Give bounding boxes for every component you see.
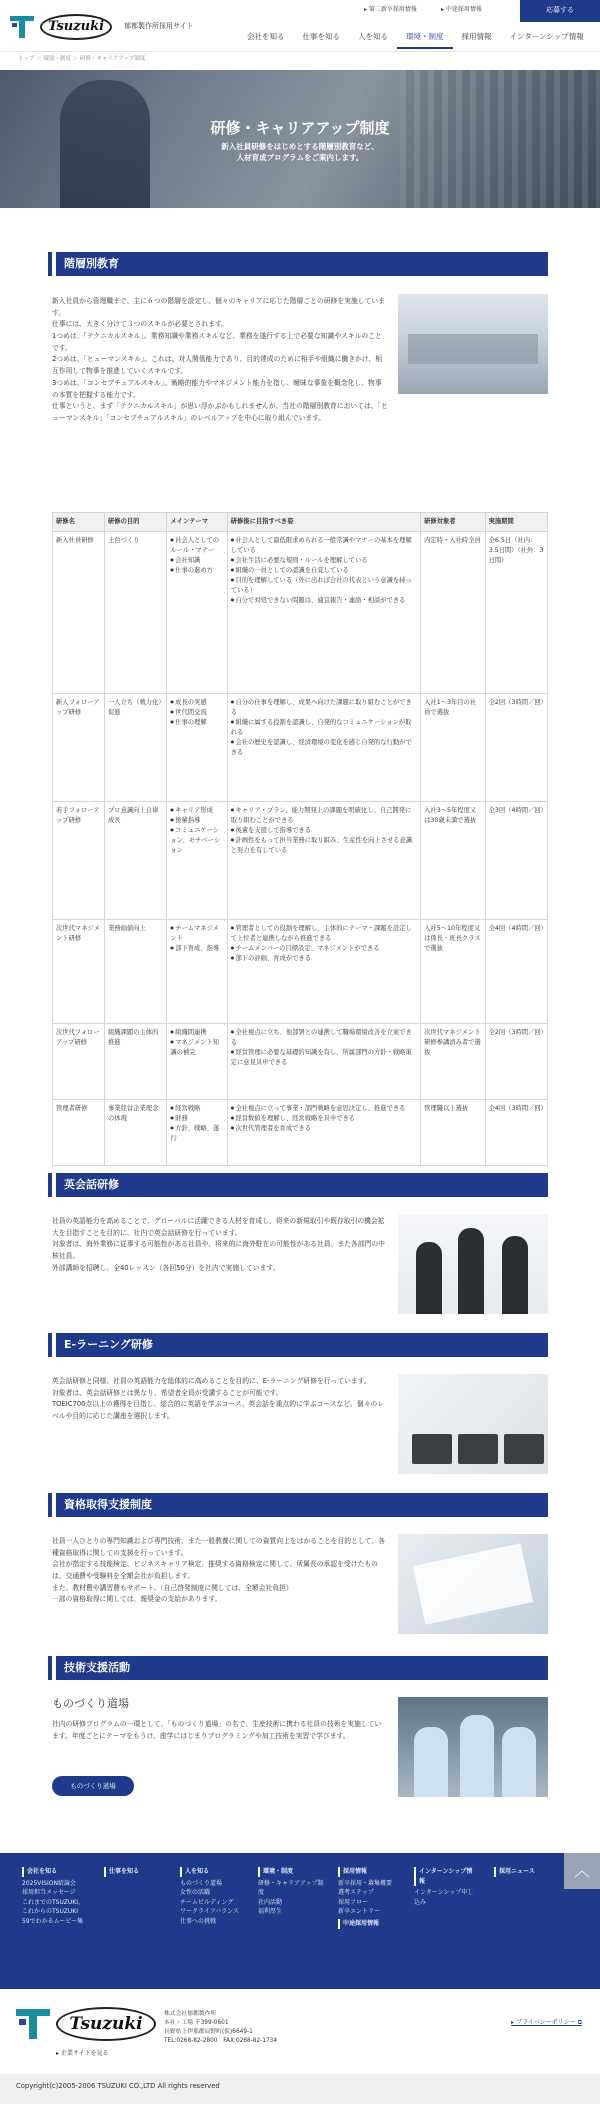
goal-item: ● 自分の仕事を理解し、成果へ向けた課題に取り組むことができる	[231, 698, 417, 718]
footer-link[interactable]: 選考ステップ	[338, 1889, 374, 1897]
cell-themes	[167, 1100, 227, 1166]
th-purpose: 研修の目的	[104, 513, 166, 532]
footer-head-recruit[interactable]: 採用情報	[338, 1867, 400, 1877]
cell-themes	[167, 802, 227, 920]
cell-themes	[167, 532, 227, 694]
cell-period: 全2回（3時間／回）	[485, 1024, 547, 1100]
privacy-policy-link[interactable]	[511, 2019, 582, 2027]
eikaiwa-text	[52, 1216, 388, 1274]
elearning-p1: 英会話研修と同様、社員の英語能力を総体的に高めることを目的に、E-ラーニング研修を行っています。	[52, 1377, 371, 1385]
table-row	[53, 1024, 548, 1100]
footer-head-people[interactable]: 人を知る	[180, 1867, 244, 1877]
elearning-p3: TOEIC700点以上の獲得を目指し、総合的に英語を学ぶコース、英会話を重点的に学ぶコースなど、個々のレベルや目的に応じた講座を選択します。	[52, 1400, 385, 1421]
training-table	[52, 512, 548, 1166]
cell-goals	[227, 694, 420, 802]
footer-link[interactable]: ものづくり道場	[180, 1879, 223, 1887]
top-links	[364, 6, 482, 14]
theme-item: ● チームマネジメント	[170, 924, 223, 944]
cell-goals	[227, 920, 420, 1024]
site-label: 郁都製作所採用サイト	[124, 22, 194, 31]
goal-item: ● 社会人として最低限求められる一般常識やマナーの基本を理解している	[231, 536, 417, 556]
goal-item: ● 組織の一員としての認識を自覚している	[231, 566, 417, 576]
kaisou-p3: 1つめは、「テクニカルスキル」。業務知識や業務スキルなど、業務を遂行する上で必要な知識やスキルのことです。	[52, 332, 382, 352]
footer-link[interactable]: ワークライフバランス	[180, 1908, 239, 1916]
cell-target: 入社5〜10年程度又は係長・班長クラスで選抜	[421, 920, 485, 1024]
site-logo[interactable]	[10, 14, 194, 40]
nav-internship[interactable]: インターンシップ情報	[509, 32, 584, 41]
link-second-new-grad[interactable]: ▸ 第二新卒採用情報	[364, 6, 417, 14]
address-line2: 長野県上伊那郡辰野町(仮)6649-1	[164, 2028, 253, 2035]
nav-company[interactable]: 会社を知る	[247, 32, 285, 41]
company-mark-icon	[10, 16, 34, 38]
office-meeting-photo	[398, 294, 548, 394]
goal-item: ● 経営管理に必要な基礎的知識を有し、所属部門の方針・戦略策定に意見具申できる	[231, 1048, 417, 1068]
theme-item: ● マネジメント知識の補完	[170, 1038, 223, 1058]
footer-col-recruit	[338, 1867, 400, 1931]
footer-link[interactable]: 研修・キャリアアップ制度	[258, 1879, 324, 1897]
tel-fax: TEL:0268-82-2800 FAX:0268-82-1734	[164, 2037, 278, 2044]
cell-target: 入社3〜5年程度又は30歳未満で選抜	[421, 802, 485, 920]
cell-period: 全4回（3時間／回）	[485, 1100, 547, 1166]
footer-link[interactable]: 採用担当メッセージ	[22, 1889, 76, 1897]
cell-goals	[227, 802, 420, 920]
goal-item: ● 全社視点に立ち、他部署との連携して職場環境改善を立案できる	[231, 1028, 417, 1048]
th-goal: 研修後に目指すべき姿	[227, 513, 420, 532]
footer-link[interactable]: 新卒エントリー	[338, 1908, 381, 1916]
cell-target: 次世代マネジメント研修参講済み者で選抜	[421, 1024, 485, 1100]
goal-item: ● 自分で対処できない問題は、適宜報告・連絡・相談ができる	[231, 596, 417, 606]
page-title: 研修・キャリアアップ制度	[210, 119, 390, 137]
kaisou-text	[52, 296, 388, 425]
footer-link[interactable]: 仕事への挑戦	[180, 1917, 217, 1925]
eikaiwa-p2: 対象者は、海外業務に従事する可能性がある社員や、将来的に海外駐在の可能性がある社員、また各部門の中核社員。	[52, 1240, 385, 1261]
section-title-kaisou: 階層別教育	[52, 252, 548, 276]
company-name: 株式会社郁都製作所	[164, 2011, 217, 2017]
cell-name: 新入社員研修	[53, 532, 105, 694]
footer-col-work	[104, 1867, 168, 1879]
cell-goals	[227, 532, 420, 694]
theme-item: ● 成長の実感	[170, 698, 223, 708]
apply-button[interactable]: 応募する	[520, 0, 600, 22]
kaisou-p6: 仕事というと、まず「テクニカルスキル」が思い浮かぶかもしれませんが、当社の階層別教育においては、「ヒューマンスキル」「コンセプチュアルスキル」のレベルアップを中心に取り組んでいます。	[52, 402, 388, 422]
shikaku-p2: 会社が指定する技能検定、ビジネスキャリア検定、推奨する資格検定に関して、所属長の承認を受けたものは、交通費や受験料を全額会社が負担します。	[52, 1560, 378, 1581]
section-title-shikaku: 資格取得支援制度	[52, 1493, 548, 1517]
table-header-row	[53, 513, 548, 532]
goal-item: ● 会社の歴史を認識し、経済環境の変化を感じ自発的な行動ができる	[231, 738, 417, 758]
footer-link[interactable]: 採用フロー	[338, 1898, 369, 1906]
goal-item: ● 会社生活に必要な規則・ルールを理解している	[231, 556, 417, 566]
shikaku-p3: また、教材費や講習費もサポート。（自己啓発制度に関しては、全額会社負担）	[52, 1583, 293, 1592]
corporate-site-label: 企業サイトを見る	[60, 2050, 109, 2057]
hero-lead-line2: 人材育成プログラムをご案内します。	[236, 152, 364, 162]
theme-item: ● 仕事の進め方	[170, 566, 223, 576]
footer-head-news[interactable]: 採用ニュース	[494, 1867, 554, 1877]
page-top-button[interactable]	[564, 1853, 600, 1889]
cell-name: 次世代フォローアップ研修	[53, 1024, 105, 1100]
gijutsu-p1: 社内の研修プログラムの一環として、「ものづくり道場」の名で、生産技術に携わる社員の技術を実施しています。年度ごとにテーマをもうけ、座学にはじまりプログラミングや加工技術を実習で学びます。	[52, 1720, 382, 1740]
theme-item: ● 社会人としてのルール・マナー	[170, 536, 223, 556]
goal-item: ● 経営数値を理解し、経営戦略を具申できる	[231, 1114, 417, 1124]
theme-item: ● 後輩指導	[170, 816, 223, 826]
table-row	[53, 532, 548, 694]
section-title-eikaiwa: 英会話研修	[52, 1173, 548, 1197]
th-theme: メインテーマ	[167, 513, 227, 532]
chevron-up-icon: ︿	[573, 1861, 590, 1881]
elearning-text	[52, 1376, 388, 1423]
theme-item: ● 仕事の理解	[170, 718, 223, 728]
table-row	[53, 1100, 548, 1166]
cell-target: 入社1〜3年目の社員で選抜	[421, 694, 485, 802]
cell-purpose: 事業経営企業理念の体現	[104, 1100, 166, 1166]
theme-item: ● 世代間交流	[170, 708, 223, 718]
kaisou-p4: 2つめは、「ヒューマンスキル」。これは、対人関係能力であり、目的達成のために相手や組織に働きかけ、相互作用して物事を推進していくスキルです。	[52, 355, 383, 376]
th-period: 実施期間	[485, 513, 547, 532]
theme-item: ● 会社知識	[170, 556, 223, 566]
cell-themes	[167, 1024, 227, 1100]
site-footer	[0, 1989, 600, 2104]
section-title-gijutsu: 技術支援活動	[52, 1656, 548, 1680]
nav-environment[interactable]: 環境・制度	[397, 31, 453, 49]
company-mark-icon	[16, 2009, 50, 2039]
theme-item: ● 財務	[170, 1114, 223, 1124]
footer-head-work[interactable]: 仕事を知る	[104, 1867, 168, 1877]
footer-link[interactable]: 2025VISION紹論会	[22, 1879, 76, 1887]
address-line1: 本社・工場 〒399-0601	[164, 2019, 229, 2026]
kaisou-p2: 仕事には、大きく分けて３つのスキルが必要とされます。	[52, 320, 229, 329]
external-link-icon: ⧉	[575, 2019, 582, 2026]
theme-item: ● キャリア形成	[170, 806, 223, 816]
hero-lead	[0, 142, 600, 164]
cell-purpose: 土台づくり	[104, 532, 166, 694]
footer-link[interactable]: 新卒採用・募集概要	[338, 1879, 393, 1887]
footer-col-people	[180, 1867, 244, 1927]
table-body	[53, 532, 548, 1166]
goal-item: ● 管理者としての役割を理解し、主体的にテーマ・課題を設定して上位者と連携しながら推進できる	[231, 924, 417, 944]
goal-item: ● 計画性をもって担当業務に取り組み、生産性を向上させる意識と努力を有している	[231, 836, 417, 856]
cell-name: 管理者研修	[53, 1100, 105, 1166]
goal-item: ● 後輩を支援して指導できる	[231, 826, 417, 836]
goal-item: ● キャリア・プラン、能力開発上の課題を明確化し、自己開発に取り組むことができる	[231, 806, 417, 826]
footer-col-internship	[414, 1867, 476, 1907]
footer-head-environment[interactable]: 環境・制度	[258, 1867, 324, 1877]
footer-col-company	[22, 1867, 88, 1927]
goal-item: ● 次世代管理者を育成できる	[231, 1124, 417, 1134]
goal-item: ● 全社視点に立って事業・部門戦略を意思決定し、推進できる	[231, 1104, 417, 1114]
footer-head-internship[interactable]: インターンシップ情報	[414, 1867, 476, 1886]
footer-link[interactable]: チームビルディング	[180, 1898, 234, 1906]
theme-item: ● コミュニケーション、モチベーション	[170, 826, 223, 856]
table-row	[53, 802, 548, 920]
theme-item: ● 方針、戦略、遂行	[170, 1124, 223, 1144]
footer-head-company[interactable]: 会社を知る	[22, 1867, 88, 1877]
documents-photo	[398, 1534, 548, 1634]
cell-themes	[167, 694, 227, 802]
goal-item: ● 部下の評価、育成ができる	[231, 954, 417, 964]
cell-period: 全6.5日（社内：3.5日間）（社外：3日間）	[485, 532, 547, 694]
nav-work[interactable]: 仕事を知る	[302, 32, 340, 41]
cell-period: 全3回（4時間／回）	[485, 802, 547, 920]
shikaku-p4: 一部の資格取得に関しては、報奨金の支給があります。	[52, 1595, 222, 1604]
cell-period: 全2回（3時間／回）	[485, 694, 547, 802]
footer-col-news	[494, 1867, 554, 1879]
footer-col-environment	[258, 1867, 324, 1917]
theme-item: ● 経営戦略	[170, 1104, 223, 1114]
cell-themes	[167, 920, 227, 1024]
factory-training-photo	[398, 1697, 548, 1797]
eikaiwa-p1: 社員の英語能力を高めることで、グローバルに活躍できる人材を育成し、将来の新規取引や既存取引の機会拡大を目指すことを目的に、社内で英会話研修を行っています。	[52, 1217, 385, 1237]
nav-people[interactable]: 人を知る	[358, 32, 388, 41]
footer-link[interactable]: 女性の活躍	[180, 1889, 211, 1897]
nav-recruit[interactable]: 採用情報	[461, 32, 492, 41]
elearning-p2: 対象者は、英会話研修とは異なり、希望者全員が受講することが可能です。	[52, 1388, 283, 1397]
corporate-site-link[interactable]	[56, 2050, 109, 2058]
cell-purpose: 一人立ち（戦力化）促進	[104, 694, 166, 802]
hero-banner	[0, 70, 600, 208]
footer-logo[interactable]	[16, 2007, 156, 2041]
monozukuri-button[interactable]: ものづくり道場	[52, 1776, 134, 1796]
eikaiwa-p3: 外部講師を招聘し、全40レッスン（各回50分）を社内で実施しています。	[52, 1263, 280, 1272]
section-title-elearning: E-ラーニング研修	[52, 1333, 548, 1357]
cell-purpose: 業務価値向上	[104, 920, 166, 1024]
cell-goals	[227, 1024, 420, 1100]
footer-link[interactable]: インターンシップ申し込み	[414, 1889, 474, 1906]
company-address	[164, 2010, 277, 2046]
global-nav	[238, 31, 593, 49]
cell-target: 内定時・入社時全員	[421, 532, 485, 694]
theme-item: ● 組織間連携	[170, 1028, 223, 1038]
footer-logo-wordmark: Tsuzuki	[56, 2007, 156, 2041]
kaisou-p5: 3つめは、「コンセプチュアルスキル」。戦略的能力やマネジメント能力を指し、曖昧な事象を概念化し、物事の本質を把握する能力です。	[52, 378, 382, 399]
site-header	[0, 0, 600, 52]
arrow-icon: ▸	[511, 2019, 517, 2026]
cell-goals	[227, 1100, 420, 1166]
breadcrumb[interactable]: トップ ＞ 環境・制度 ＞ 研修・キャリアアップ制度	[18, 56, 146, 62]
cell-purpose: 組織課題の主体的推進	[104, 1024, 166, 1100]
cell-purpose: プロ意識向上自律成長	[104, 802, 166, 920]
theme-item: ● 部下育成、指導	[170, 944, 223, 954]
cell-name: 若手フォローアップ研修	[53, 802, 105, 920]
copyright: Copyright(c)2005-2006 TSUZUKI CO.,LTD All rights reserved	[0, 2074, 600, 2104]
goal-item: ● 目的を理解している（外に出れば会社の代表という意識を持っている）	[231, 576, 417, 596]
shikaku-text	[52, 1536, 388, 1606]
footer-link[interactable]: これまでのTSUZUKI、これからのTSUZUKI	[22, 1898, 84, 1916]
gijutsu-text	[52, 1719, 388, 1742]
shikaku-p1: 社員一人ひとりの専門知識および専門技術、また一般教養に関しての資質向上をはかることを目的として、各種資格取得に関しての支援を行っています。	[52, 1537, 385, 1557]
table-row	[53, 694, 548, 802]
cell-name: 次世代マネジメント研修	[53, 920, 105, 1024]
cell-target: 管理職以上選抜	[421, 1100, 485, 1166]
kaisou-p1: 新入社員から管理職まで、主に６つの階層を設定し、個々のキャリアに応じた階層ごとの研修を実施しています。	[52, 297, 385, 317]
logo-wordmark: Tsuzuki	[40, 14, 112, 40]
cell-name: 新人フォローアップ研修	[53, 694, 105, 802]
computer-training-photo	[398, 1374, 548, 1474]
goal-item: ● チームメンバーの目標設定、マネジメントができる	[231, 944, 417, 954]
footer-nav	[0, 1853, 600, 1989]
monozukuri-heading: ものづくり道場	[52, 1697, 129, 1710]
footer-link[interactable]: 中途採用情報	[338, 1919, 400, 1929]
business-people-photo	[398, 1214, 548, 1314]
footer-link[interactable]: 福利厚生	[258, 1908, 283, 1916]
th-name: 研修名	[53, 513, 105, 532]
goal-item: ● 組織に属する役割を認識し、自発的なコミュニケーションが取れる	[231, 718, 417, 738]
hero-lead-line1: 新入社員研修をはじめとする階層別教育など、	[221, 142, 379, 151]
arrow-icon: ▸	[56, 2050, 61, 2057]
footer-link[interactable]: 59でわかるムービー集	[22, 1917, 84, 1925]
table-row	[53, 920, 548, 1024]
link-mid-career[interactable]: ▸ 中途採用情報	[441, 6, 482, 14]
privacy-label: プライバシーポリシー	[516, 2019, 576, 2026]
th-target: 研修対象者	[421, 513, 485, 532]
footer-link[interactable]: 社内活動	[258, 1898, 283, 1906]
cell-period: 全4回（4時間／回）	[485, 920, 547, 1024]
